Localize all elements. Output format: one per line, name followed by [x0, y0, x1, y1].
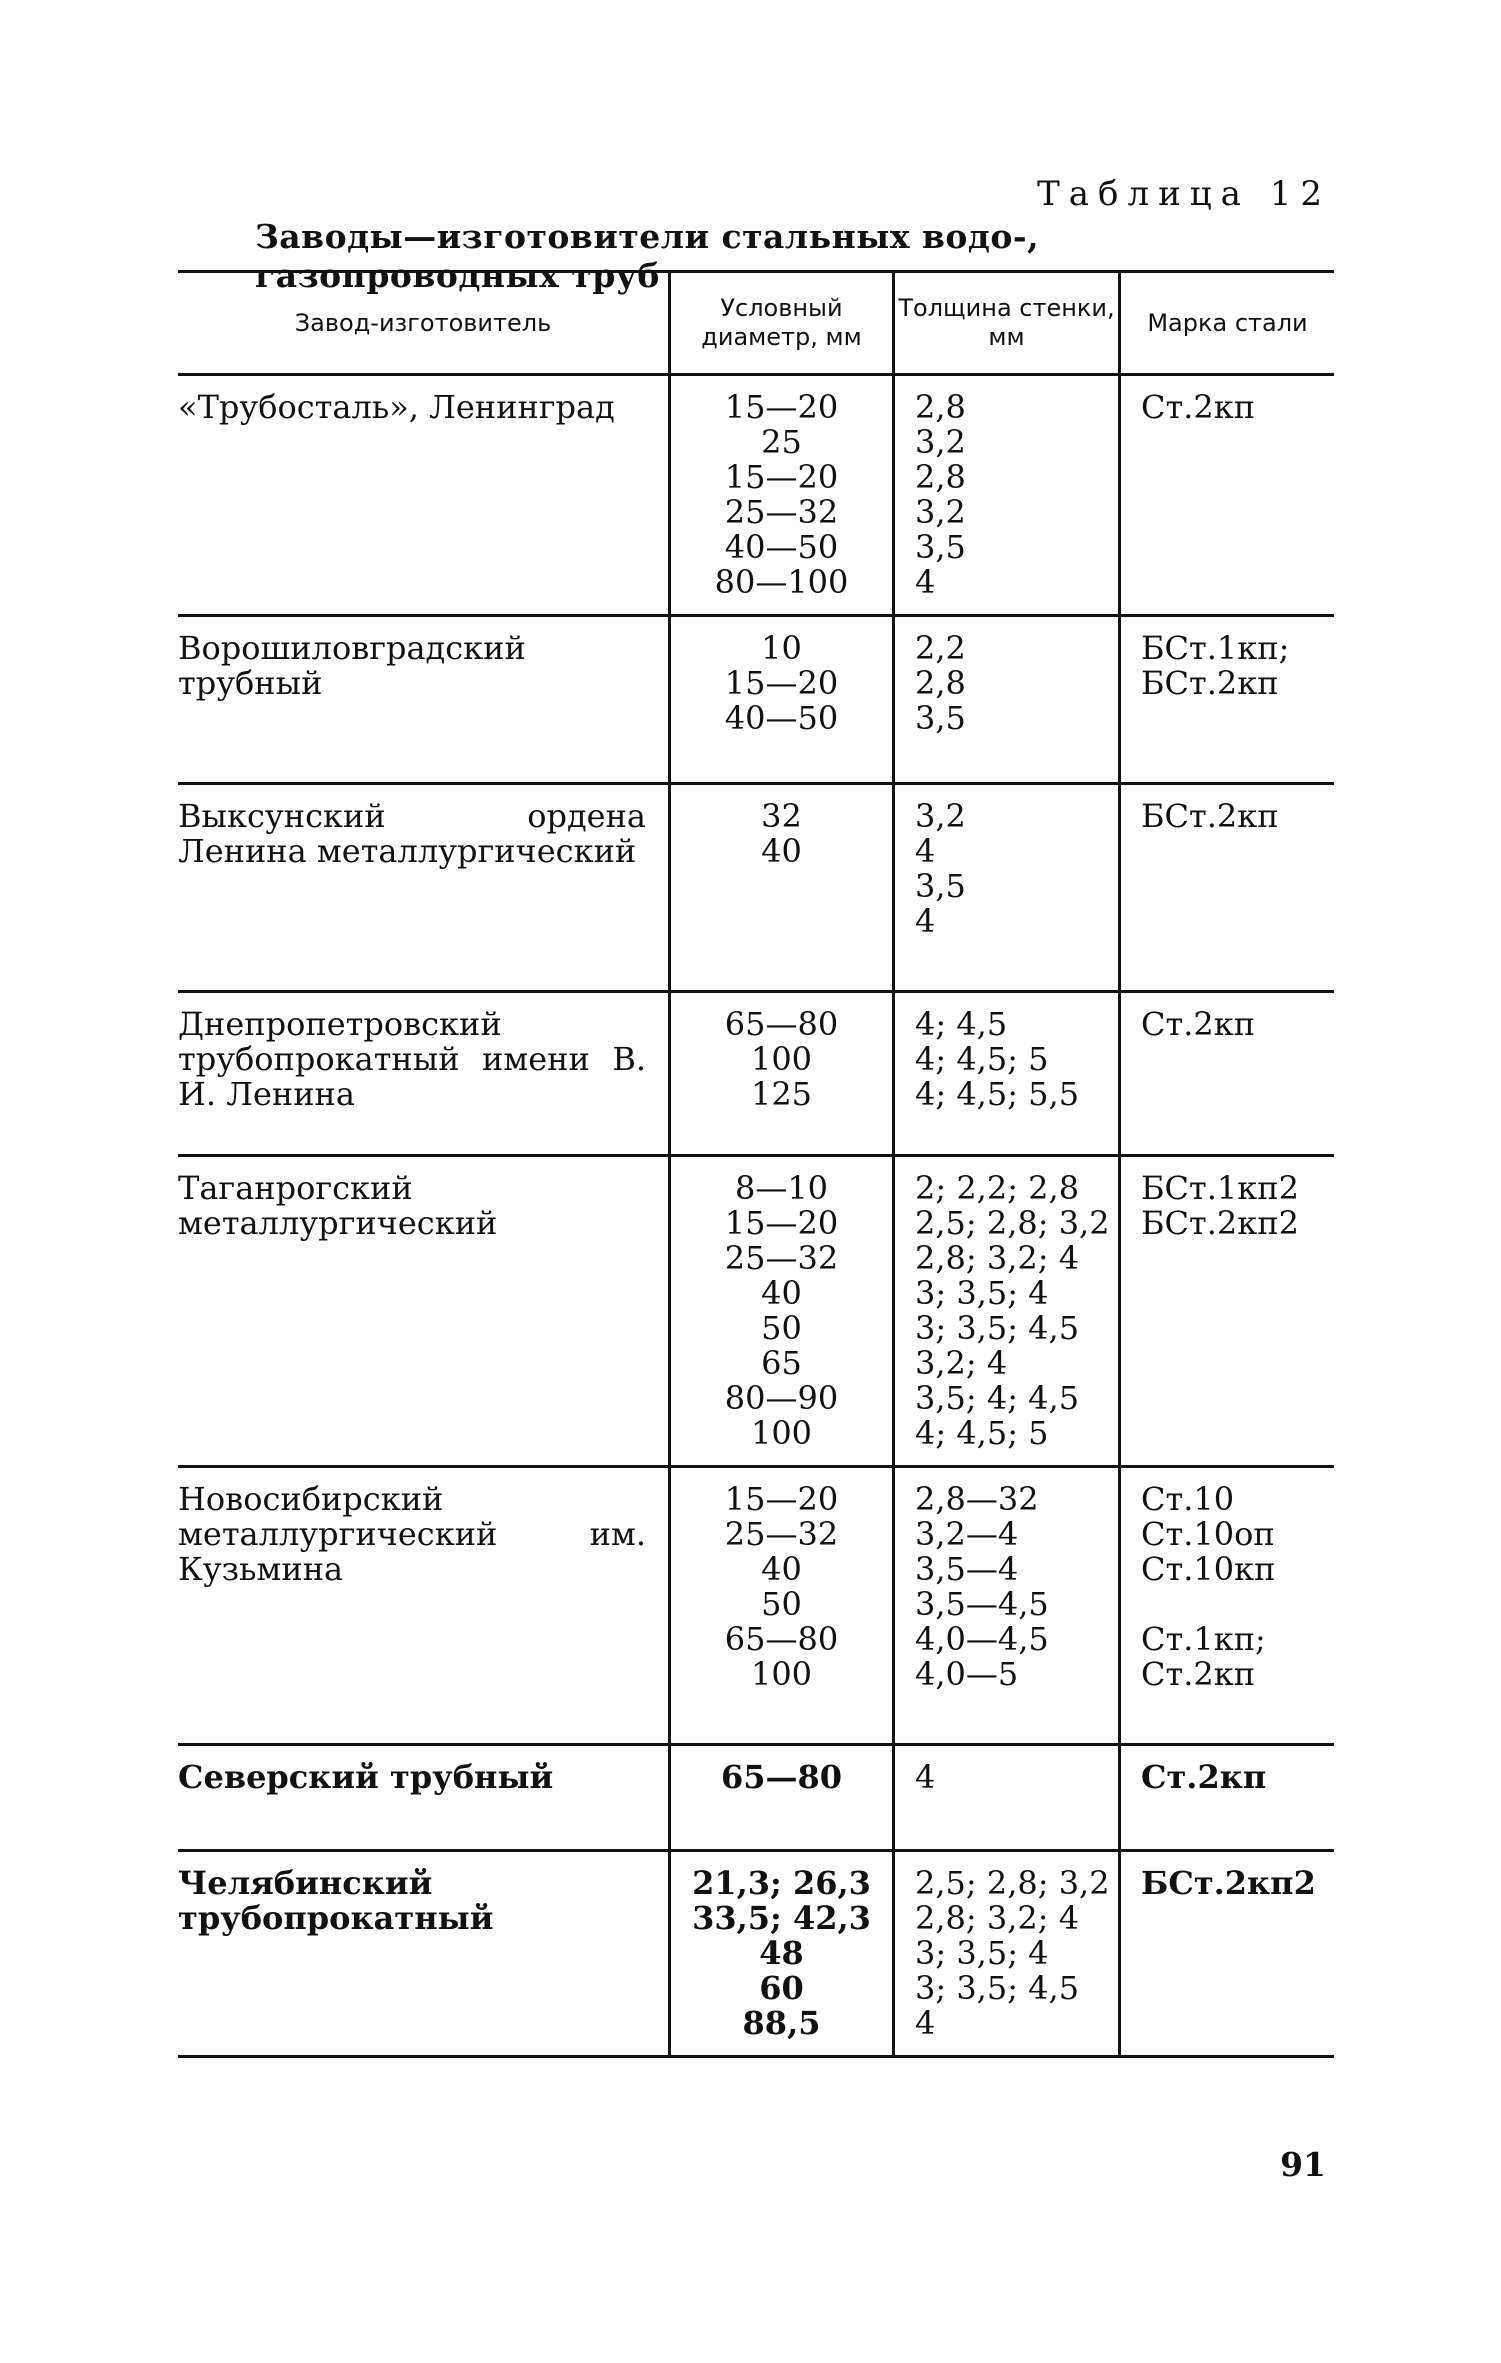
factory-name: «Трубосталь», Ленинград [178, 388, 615, 426]
diameter-value: 100 [750, 1414, 813, 1452]
thickness-cell [892, 1746, 1118, 1849]
diameter-value: 33,5; 42,3 [692, 1899, 871, 1937]
thickness-value: 2,5; 2,8; 3,2 [915, 1204, 1110, 1242]
steel-grade: Ст.2кп [1141, 388, 1256, 426]
diameter-cell [668, 617, 892, 782]
thickness-value: 4; 4,5 [915, 1005, 1008, 1043]
diameter-value: 15—20 [724, 1480, 839, 1518]
diameter-value: 10 [761, 629, 802, 667]
diameter-value: 40—50 [724, 528, 839, 566]
factory-name: Ворошиловградский трубный [178, 629, 526, 702]
thickness-value: 3,2 [915, 797, 966, 835]
factory-name: Новосибирский металлургический им. Кузьмина [178, 1480, 646, 1588]
steel-grade: БСт.2кп [1141, 797, 1279, 835]
diameter-value: 25—32 [724, 1239, 839, 1277]
diameter-value: 25—32 [724, 1515, 839, 1553]
steel-grade: Ст.10 [1141, 1480, 1235, 1518]
header-factory: Завод-изготовитель [294, 308, 552, 337]
thickness-value: 2,8; 3,2; 4 [915, 1899, 1080, 1937]
diameter-cell [668, 1746, 892, 1849]
thickness-cell [892, 376, 1118, 614]
diameter-value: 60 [759, 1969, 804, 2007]
factories-table [178, 270, 1334, 2058]
diameter-value: 40 [761, 1274, 802, 1312]
table-row [178, 1746, 1334, 1852]
table-row [178, 1852, 1334, 2058]
thickness-value: 2,8 [915, 664, 966, 702]
thickness-value: 3; 3,5; 4,5 [915, 1309, 1080, 1347]
diameter-value: 65—80 [720, 1758, 843, 1796]
thickness-value: 2,8; 3,2; 4 [915, 1239, 1080, 1277]
steel-cell [1118, 1852, 1334, 2055]
thickness-cell [892, 1157, 1118, 1465]
factory-name: Таганрогский металлургический [178, 1169, 498, 1242]
thickness-cell [892, 617, 1118, 782]
diameter-value: 25—32 [724, 493, 839, 531]
diameter-value: 80—100 [714, 563, 849, 601]
diameter-cell [668, 1468, 892, 1743]
thickness-value: 3,5; 4; 4,5 [915, 1379, 1080, 1417]
thickness-value: 4 [915, 2004, 936, 2042]
diameter-value: 8—10 [734, 1169, 829, 1207]
diameter-value: 65—80 [724, 1005, 839, 1043]
table-row [178, 785, 1334, 993]
thickness-cell [892, 785, 1118, 990]
diameter-value: 50 [761, 1585, 802, 1623]
thickness-value: 3,5—4,5 [915, 1585, 1049, 1623]
factory-name: Челябинский трубопрокатный [178, 1864, 494, 1937]
steel-grade: Ст.1кп; [1141, 1620, 1266, 1658]
thickness-value: 3,5 [915, 867, 966, 905]
steel-cell [1118, 1468, 1334, 1743]
steel-grade: Ст.10оп [1141, 1515, 1275, 1553]
steel-grade [1141, 1587, 1334, 1622]
page-number: 91 [1280, 2145, 1326, 2184]
steel-grade: БСт.2кп [1141, 664, 1279, 702]
diameter-value: 21,3; 26,3 [692, 1864, 871, 1902]
diameter-value: 25 [761, 423, 802, 461]
diameter-cell [668, 1852, 892, 2055]
table-title: Заводы—изготовители стальных водо-, газопроводных труб [255, 217, 1040, 295]
thickness-value: 3,5—4 [915, 1550, 1019, 1588]
thickness-cell [892, 1468, 1118, 1743]
factory-name: Северский трубный [178, 1758, 554, 1796]
thickness-value: 2,8 [915, 458, 966, 496]
factory-name: Выксунский ордена Ленина металлургический [178, 797, 646, 870]
diameter-value: 40—50 [724, 699, 839, 737]
thickness-value: 4 [915, 1758, 936, 1796]
table-row [178, 1468, 1334, 1746]
table-caption: Таблица 12 [1037, 174, 1331, 214]
table-header [178, 273, 1334, 376]
thickness-value: 3,5 [915, 528, 966, 566]
diameter-value: 32 [761, 797, 802, 835]
thickness-value: 4 [915, 563, 936, 601]
table-row [178, 376, 1334, 617]
steel-grade: БСт.2кп2 [1141, 1864, 1316, 1902]
steel-cell [1118, 1157, 1334, 1465]
thickness-value: 3; 3,5; 4 [915, 1274, 1049, 1312]
thickness-value: 2,2 [915, 629, 966, 667]
thickness-value: 2; 2,2; 2,8 [915, 1169, 1080, 1207]
steel-cell [1118, 617, 1334, 782]
steel-grade: Ст.10кп [1141, 1550, 1276, 1588]
thickness-value: 3,5 [915, 699, 966, 737]
thickness-value: 4; 4,5; 5 [915, 1414, 1049, 1452]
diameter-value: 100 [750, 1040, 813, 1078]
diameter-value: 15—20 [724, 388, 839, 426]
thickness-value: 3,2—4 [915, 1515, 1019, 1553]
diameter-value: 65—80 [724, 1620, 839, 1658]
steel-cell [1118, 376, 1334, 614]
steel-grade: БСт.1кп2 [1141, 1169, 1299, 1207]
steel-grade: БСт.2кп2 [1141, 1204, 1299, 1242]
header-diameter: Условный диаметр, мм [668, 273, 892, 373]
table-body [178, 376, 1334, 2058]
thickness-cell [892, 993, 1118, 1154]
diameter-cell [668, 785, 892, 990]
thickness-value: 3; 3,5; 4,5 [915, 1969, 1080, 2007]
thickness-value: 4 [915, 902, 936, 940]
steel-grade: Ст.2кп [1141, 1758, 1267, 1796]
diameter-value: 88,5 [742, 2004, 821, 2042]
thickness-value: 4; 4,5; 5,5 [915, 1075, 1080, 1113]
diameter-value: 15—20 [724, 664, 839, 702]
steel-grade: Ст.2кп [1141, 1005, 1256, 1043]
thickness-value: 3; 3,5; 4 [915, 1934, 1049, 1972]
thickness-value: 2,8—32 [915, 1480, 1039, 1518]
thickness-value: 3,2; 4 [915, 1344, 1008, 1382]
diameter-cell [668, 1157, 892, 1465]
header-steel: Марка стали [1118, 273, 1334, 373]
thickness-value: 2,8 [915, 388, 966, 426]
diameter-value: 65 [761, 1344, 802, 1382]
diameter-value: 50 [761, 1309, 802, 1347]
header-thickness: Толщина стенки, мм [892, 273, 1118, 373]
diameter-cell [668, 993, 892, 1154]
thickness-value: 4,0—5 [915, 1655, 1019, 1693]
steel-cell [1118, 1746, 1334, 1849]
diameter-value: 40 [761, 832, 802, 870]
steel-cell [1118, 993, 1334, 1154]
table-row [178, 1157, 1334, 1468]
steel-grade: БСт.1кп; [1141, 629, 1290, 667]
diameter-value: 15—20 [724, 1204, 839, 1242]
factory-name: Днепропетровский трубопрокатный имени В. И. Ленина [178, 1005, 646, 1113]
diameter-value: 125 [750, 1075, 813, 1113]
diameter-value: 80—90 [724, 1379, 839, 1417]
diameter-cell [668, 376, 892, 614]
diameter-value: 40 [761, 1550, 802, 1588]
thickness-cell [892, 1852, 1118, 2055]
steel-grade: Ст.2кп [1141, 1655, 1256, 1693]
thickness-value: 3,2 [915, 493, 966, 531]
thickness-value: 3,2 [915, 423, 966, 461]
thickness-value: 4; 4,5; 5 [915, 1040, 1049, 1078]
table-row [178, 617, 1334, 785]
steel-cell [1118, 785, 1334, 990]
table-row [178, 993, 1334, 1157]
thickness-value: 4,0—4,5 [915, 1620, 1049, 1658]
diameter-value: 100 [750, 1655, 813, 1693]
thickness-value: 4 [915, 832, 936, 870]
diameter-value: 15—20 [724, 458, 839, 496]
thickness-value: 2,5; 2,8; 3,2 [915, 1864, 1110, 1902]
diameter-value: 48 [759, 1934, 804, 1972]
